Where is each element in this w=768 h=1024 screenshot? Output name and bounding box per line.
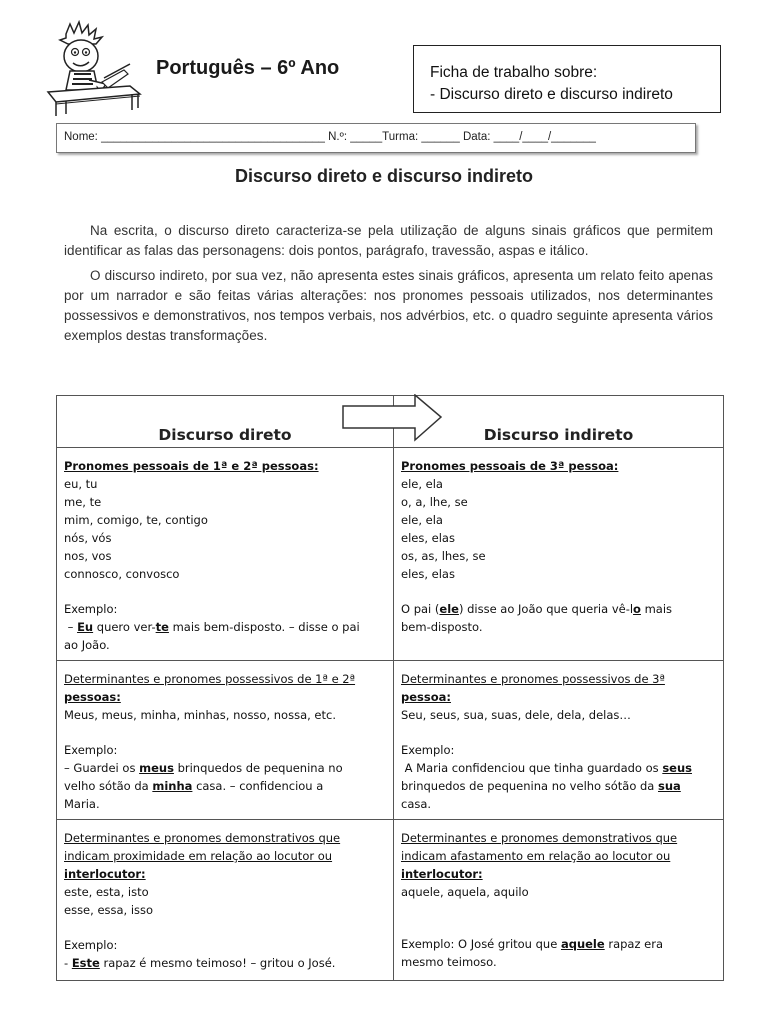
table-row bbox=[57, 820, 724, 981]
comparison-table bbox=[56, 395, 724, 981]
intro-paragraph: O discurso indireto, por sua vez, não apresenta estes sinais gráficos, apresenta um relato feito apenas por um narrador e são feitas várias alterações: nos pronomes pessoais utilizados, nos determinantes possessivos e demonstrativos, nos tempos verbais, nos advérbios, etc. o quadro seguinte apresenta vários exemplos destas transformações. bbox=[64, 268, 713, 343]
document-title: Discurso direto e discurso indireto bbox=[234, 166, 534, 186]
intro-paragraph: Na escrita, o discurso direto caracteriza-se pela utilização de alguns sinais gráficos que permitem identificar as falas das personagens: dois pontos, parágrafo, travessão, aspas e itálico. bbox=[64, 223, 713, 258]
cell-indirect-possessives: Determinantes e pronomes possessivos de 3ª pessoa: Seu, seus, sua, suas, dele, dela, delas… Exemplo: A Maria confidenciou que tinha guardado os seus brinquedos de pequenina no velho sótão da sua casa. bbox=[394, 661, 724, 820]
cell-direct-personal-pronouns: Pronomes pessoais de 1ª e 2ª pessoas: eu, tu me, te mim, comigo, te, contigo nós, vós nos, vos connosco, convosco Exemplo: – Eu quero ver-te mais bem-disposto. – disse o pai ao João. bbox=[57, 448, 394, 661]
cell-indirect-personal-pronouns: Pronomes pessoais de 3ª pessoa: ele, ela o, a, lhe, se ele, ela eles, elas os, as, lhes, se eles, elas O pai (ele) disse ao João que queria vê-lo mais bem-disposto. bbox=[394, 448, 724, 661]
table-row bbox=[57, 448, 724, 661]
header-indirect: Discurso indireto bbox=[394, 396, 724, 448]
cell-indirect-demonstratives: Determinantes e pronomes demonstrativos que indicam afastamento em relação ao locutor ou interlocutor: aquele, aquela, aquilo Exemplo: O José gritou que aquele rapaz era mesmo teimoso. bbox=[394, 820, 724, 981]
intro-text bbox=[64, 221, 713, 351]
subject-title: Português – 6º Ano bbox=[156, 57, 340, 79]
ficha-line-1: Ficha de trabalho sobre: bbox=[430, 64, 598, 81]
arrow-right-icon bbox=[342, 394, 442, 442]
student-cartoon-illustration bbox=[44, 20, 144, 120]
cell-direct-possessives: Determinantes e pronomes possessivos de 1ª e 2ª pessoas: Meus, meus, minha, minhas, nosso, nossa, etc. Exemplo: – Guardei os meus brinquedos de pequenina no velho sótão da minha casa. – confidenciou a Maria. bbox=[57, 661, 394, 820]
table-row bbox=[57, 661, 724, 820]
worksheet-topic-box bbox=[413, 45, 721, 113]
header-direct: Discurso direto bbox=[57, 396, 394, 448]
cell-direct-demonstratives: Determinantes e pronomes demonstrativos que indicam proximidade em relação ao locutor ou interlocutor: este, esta, isto esse, essa, isso Exemplo: - Este rapaz é mesmo teimoso! – gritou o José. bbox=[57, 820, 394, 981]
student-info-fields[interactable]: Nome: ___________________________________ N.º: _____Turma: ______ Data: ____/____/_______ bbox=[56, 123, 696, 153]
ficha-line-2: - Discurso direto e discurso indireto bbox=[430, 86, 673, 103]
